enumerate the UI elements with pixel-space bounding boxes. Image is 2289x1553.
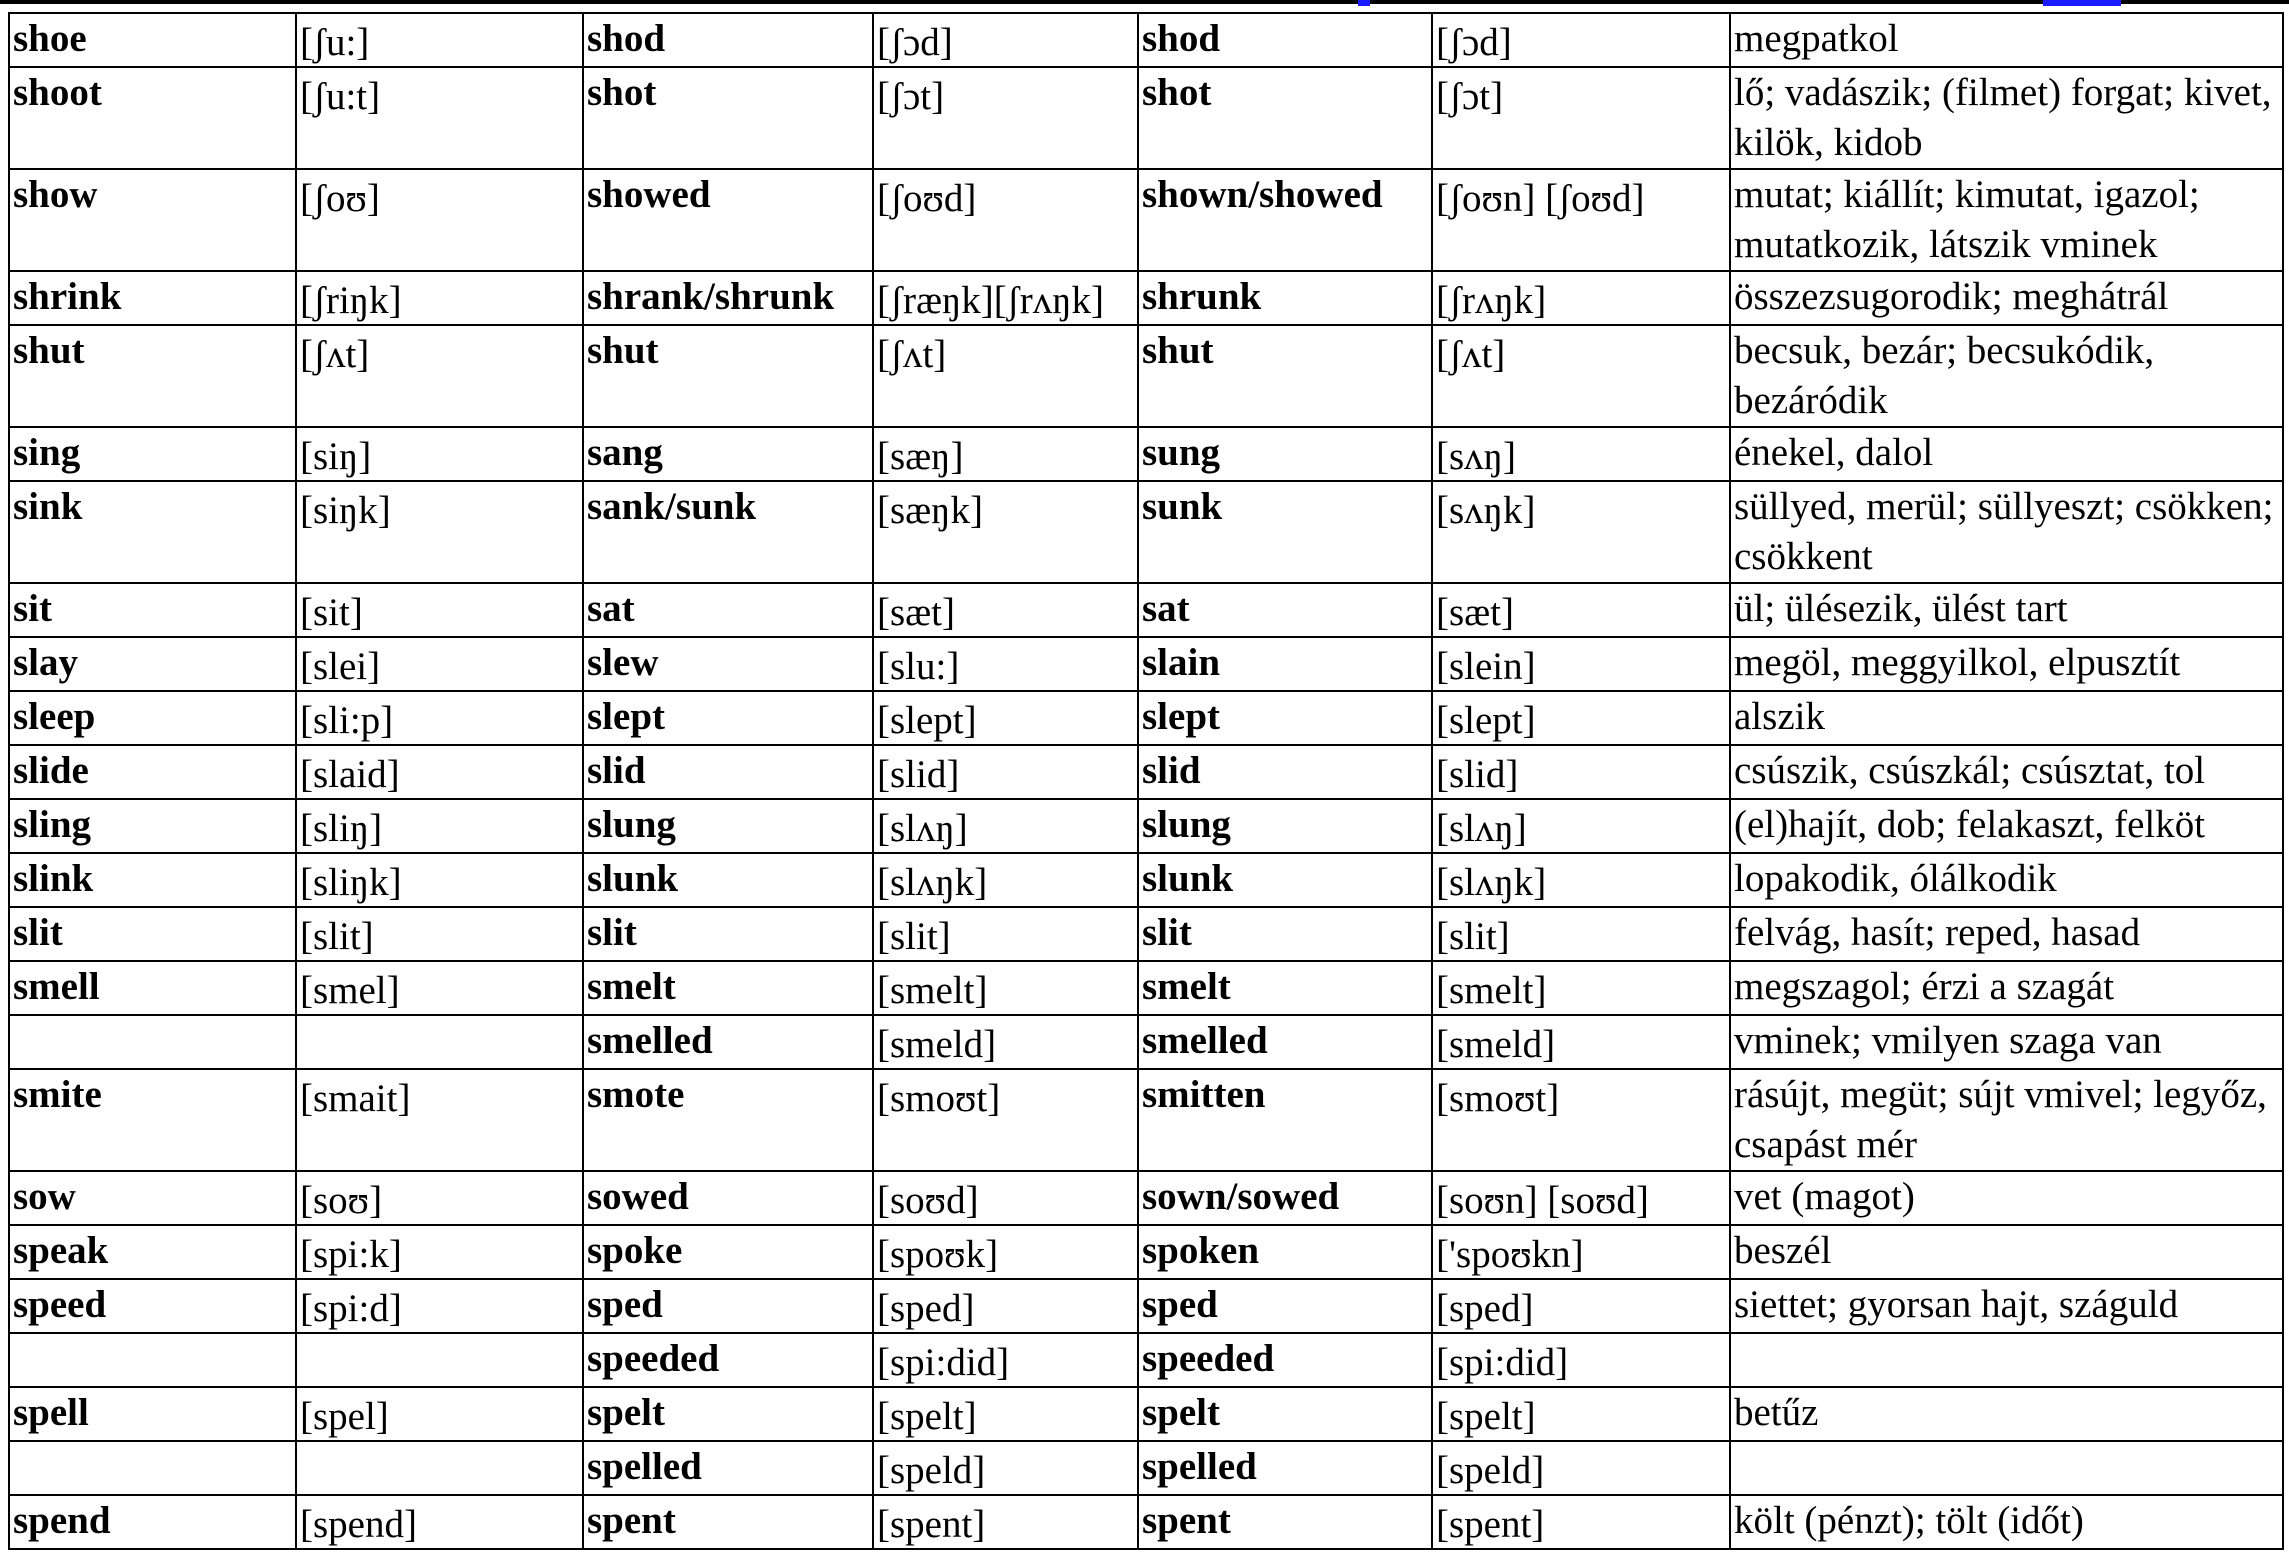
base-form-cell: shut [9, 325, 296, 427]
participle-form-cell: slit [1138, 907, 1432, 961]
past-pronunciation-cell: [sped] [873, 1279, 1138, 1333]
base-pronunciation-cell: [soʊ] [296, 1171, 583, 1225]
participle-pronunciation-cell: [spi:did] [1432, 1333, 1730, 1387]
base-form-cell: slide [9, 745, 296, 799]
table-row [9, 907, 2283, 961]
participle-pronunciation-cell: [slid] [1432, 745, 1730, 799]
table-row [9, 427, 2283, 481]
past-pronunciation-cell: [slid] [873, 745, 1138, 799]
participle-pronunciation-cell: [sʌŋk] [1432, 481, 1730, 583]
base-pronunciation-cell: [siŋk] [296, 481, 583, 583]
irregular-verbs-table [8, 12, 2284, 1550]
past-form-cell: spelled [583, 1441, 873, 1495]
meaning-cell: siettet; gyorsan hajt, száguld [1730, 1279, 2283, 1333]
past-pronunciation-cell: [sæŋk] [873, 481, 1138, 583]
meaning-cell: csúszik, csúszkál; csúsztat, tol [1730, 745, 2283, 799]
base-pronunciation-cell: [ʃoʊ] [296, 169, 583, 271]
meaning-cell: betűz [1730, 1387, 2283, 1441]
table-row [9, 67, 2283, 169]
table-row [9, 481, 2283, 583]
meaning-cell: beszél [1730, 1225, 2283, 1279]
base-form-cell: shrink [9, 271, 296, 325]
meaning-cell: összezsugorodik; meghátrál [1730, 271, 2283, 325]
past-form-cell: sang [583, 427, 873, 481]
past-pronunciation-cell: [ʃɔd] [873, 13, 1138, 67]
base-form-cell: show [9, 169, 296, 271]
base-pronunciation-cell: [sliŋk] [296, 853, 583, 907]
meaning-cell: alszik [1730, 691, 2283, 745]
base-pronunciation-cell: [spel] [296, 1387, 583, 1441]
past-form-cell: showed [583, 169, 873, 271]
base-form-cell: speak [9, 1225, 296, 1279]
base-pronunciation-cell: [ʃu:t] [296, 67, 583, 169]
base-form-cell: sow [9, 1171, 296, 1225]
participle-form-cell: spelt [1138, 1387, 1432, 1441]
meaning-cell: lopakodik, ólálkodik [1730, 853, 2283, 907]
base-form-cell: shoot [9, 67, 296, 169]
participle-pronunciation-cell: [slit] [1432, 907, 1730, 961]
base-pronunciation-cell: [slaid] [296, 745, 583, 799]
table-row [9, 1495, 2283, 1549]
participle-form-cell: slid [1138, 745, 1432, 799]
past-form-cell: sat [583, 583, 873, 637]
base-pronunciation-cell: [smait] [296, 1069, 583, 1171]
base-form-cell: spell [9, 1387, 296, 1441]
meaning-cell: vet (magot) [1730, 1171, 2283, 1225]
participle-form-cell: smitten [1138, 1069, 1432, 1171]
meaning-cell: (el)hajít, dob; felakaszt, felköt [1730, 799, 2283, 853]
table-row [9, 1069, 2283, 1171]
base-form-cell: speed [9, 1279, 296, 1333]
meaning-cell [1730, 1441, 2283, 1495]
irregular-verbs-table-body [9, 13, 2283, 1549]
base-pronunciation-cell: [spi:d] [296, 1279, 583, 1333]
participle-form-cell: speeded [1138, 1333, 1432, 1387]
past-pronunciation-cell: [spelt] [873, 1387, 1138, 1441]
participle-form-cell: shot [1138, 67, 1432, 169]
clipped-heading-fragment [1358, 0, 1370, 6]
past-pronunciation-cell: [sæt] [873, 583, 1138, 637]
base-form-cell [9, 1441, 296, 1495]
past-form-cell: shrank/shrunk [583, 271, 873, 325]
past-pronunciation-cell: [spoʊk] [873, 1225, 1138, 1279]
base-pronunciation-cell: [sliŋ] [296, 799, 583, 853]
table-row [9, 961, 2283, 1015]
base-pronunciation-cell [296, 1015, 583, 1069]
meaning-cell: süllyed, merül; süllyeszt; csökken; csökkent [1730, 481, 2283, 583]
participle-pronunciation-cell: [ʃʌt] [1432, 325, 1730, 427]
participle-pronunciation-cell: [sæt] [1432, 583, 1730, 637]
meaning-cell: rásújt, megüt; sújt vmivel; legyőz, csapást mér [1730, 1069, 2283, 1171]
meaning-cell [1730, 1333, 2283, 1387]
past-form-cell: slunk [583, 853, 873, 907]
base-pronunciation-cell: [ʃriŋk] [296, 271, 583, 325]
participle-pronunciation-cell: [speld] [1432, 1441, 1730, 1495]
meaning-cell: énekel, dalol [1730, 427, 2283, 481]
table-row [9, 691, 2283, 745]
participle-form-cell: shod [1138, 13, 1432, 67]
table-row [9, 583, 2283, 637]
base-pronunciation-cell [296, 1441, 583, 1495]
participle-form-cell: slept [1138, 691, 1432, 745]
meaning-cell: ül; ülésezik, ülést tart [1730, 583, 2283, 637]
participle-form-cell: sown/sowed [1138, 1171, 1432, 1225]
participle-pronunciation-cell: [ʃɔt] [1432, 67, 1730, 169]
participle-pronunciation-cell: [slept] [1432, 691, 1730, 745]
participle-form-cell: slung [1138, 799, 1432, 853]
participle-pronunciation-cell: [soʊn] [soʊd] [1432, 1171, 1730, 1225]
participle-form-cell: smelled [1138, 1015, 1432, 1069]
table-row [9, 169, 2283, 271]
participle-form-cell: spoken [1138, 1225, 1432, 1279]
past-form-cell: sped [583, 1279, 873, 1333]
table-row [9, 1015, 2283, 1069]
past-pronunciation-cell: [smeld] [873, 1015, 1138, 1069]
past-form-cell: smelt [583, 961, 873, 1015]
meaning-cell: megpatkol [1730, 13, 2283, 67]
past-pronunciation-cell: [speld] [873, 1441, 1138, 1495]
base-form-cell: sling [9, 799, 296, 853]
participle-pronunciation-cell: [ʃrʌŋk] [1432, 271, 1730, 325]
participle-form-cell: slunk [1138, 853, 1432, 907]
meaning-cell: felvág, hasít; reped, hasad [1730, 907, 2283, 961]
participle-form-cell: sped [1138, 1279, 1432, 1333]
participle-pronunciation-cell: [slʌŋ] [1432, 799, 1730, 853]
table-row [9, 1279, 2283, 1333]
participle-pronunciation-cell: [smelt] [1432, 961, 1730, 1015]
meaning-cell: megöl, meggyilkol, elpusztít [1730, 637, 2283, 691]
participle-pronunciation-cell: [spelt] [1432, 1387, 1730, 1441]
participle-pronunciation-cell: [slʌŋk] [1432, 853, 1730, 907]
participle-pronunciation-cell: [ʃɔd] [1432, 13, 1730, 67]
past-form-cell: speeded [583, 1333, 873, 1387]
table-row [9, 1225, 2283, 1279]
base-pronunciation-cell: [sli:p] [296, 691, 583, 745]
table-row [9, 637, 2283, 691]
base-form-cell: smell [9, 961, 296, 1015]
meaning-cell: becsuk, bezár; becsukódik, bezáródik [1730, 325, 2283, 427]
base-pronunciation-cell: [spi:k] [296, 1225, 583, 1279]
table-row [9, 745, 2283, 799]
base-form-cell: sleep [9, 691, 296, 745]
past-pronunciation-cell: [slept] [873, 691, 1138, 745]
past-pronunciation-cell: [spent] [873, 1495, 1138, 1549]
past-pronunciation-cell: [sæŋ] [873, 427, 1138, 481]
past-form-cell: smelled [583, 1015, 873, 1069]
participle-pronunciation-cell: [slein] [1432, 637, 1730, 691]
past-form-cell: smote [583, 1069, 873, 1171]
meaning-cell: lő; vadászik; (filmet) forgat; kivet, kilök, kidob [1730, 67, 2283, 169]
participle-pronunciation-cell: [spent] [1432, 1495, 1730, 1549]
participle-pronunciation-cell: [ʃoʊn] [ʃoʊd] [1432, 169, 1730, 271]
base-pronunciation-cell: [sit] [296, 583, 583, 637]
meaning-cell: vminek; vmilyen szaga van [1730, 1015, 2283, 1069]
past-form-cell: shut [583, 325, 873, 427]
participle-pronunciation-cell: [sped] [1432, 1279, 1730, 1333]
past-form-cell: spelt [583, 1387, 873, 1441]
base-pronunciation-cell: [smel] [296, 961, 583, 1015]
clipped-heading-fragment [2043, 0, 2121, 6]
participle-pronunciation-cell: [smeld] [1432, 1015, 1730, 1069]
table-row [9, 1171, 2283, 1225]
participle-form-cell: spent [1138, 1495, 1432, 1549]
participle-form-cell: smelt [1138, 961, 1432, 1015]
participle-form-cell: shrunk [1138, 271, 1432, 325]
base-form-cell: slit [9, 907, 296, 961]
past-pronunciation-cell: [ʃoʊd] [873, 169, 1138, 271]
participle-pronunciation-cell: [sʌŋ] [1432, 427, 1730, 481]
past-form-cell: shod [583, 13, 873, 67]
participle-form-cell: shut [1138, 325, 1432, 427]
past-form-cell: slew [583, 637, 873, 691]
past-pronunciation-cell: [slit] [873, 907, 1138, 961]
base-form-cell: sing [9, 427, 296, 481]
base-form-cell: smite [9, 1069, 296, 1171]
past-form-cell: slid [583, 745, 873, 799]
base-form-cell [9, 1333, 296, 1387]
past-form-cell: spoke [583, 1225, 873, 1279]
base-form-cell: sit [9, 583, 296, 637]
participle-form-cell: sat [1138, 583, 1432, 637]
base-pronunciation-cell: [siŋ] [296, 427, 583, 481]
past-form-cell: sank/sunk [583, 481, 873, 583]
participle-pronunciation-cell: [smoʊt] [1432, 1069, 1730, 1171]
base-form-cell: spend [9, 1495, 296, 1549]
past-form-cell: sowed [583, 1171, 873, 1225]
participle-form-cell: slain [1138, 637, 1432, 691]
base-pronunciation-cell: [spend] [296, 1495, 583, 1549]
table-row [9, 1441, 2283, 1495]
base-pronunciation-cell: [slit] [296, 907, 583, 961]
participle-form-cell: spelled [1138, 1441, 1432, 1495]
base-pronunciation-cell [296, 1333, 583, 1387]
past-pronunciation-cell: [smoʊt] [873, 1069, 1138, 1171]
past-pronunciation-cell: [slʌŋk] [873, 853, 1138, 907]
meaning-cell: mutat; kiállít; kimutat, igazol; mutatkozik, látszik vminek [1730, 169, 2283, 271]
participle-form-cell: sung [1138, 427, 1432, 481]
past-pronunciation-cell: [smelt] [873, 961, 1138, 1015]
base-pronunciation-cell: [slei] [296, 637, 583, 691]
base-form-cell: slink [9, 853, 296, 907]
table-row [9, 1333, 2283, 1387]
past-form-cell: shot [583, 67, 873, 169]
table-row [9, 13, 2283, 67]
past-pronunciation-cell: [soʊd] [873, 1171, 1138, 1225]
past-pronunciation-cell: [ʃʌt] [873, 325, 1138, 427]
table-row [9, 853, 2283, 907]
base-pronunciation-cell: [ʃu:] [296, 13, 583, 67]
past-form-cell: slept [583, 691, 873, 745]
base-form-cell: shoe [9, 13, 296, 67]
table-row [9, 325, 2283, 427]
table-row [9, 799, 2283, 853]
top-border-line [0, 0, 2289, 4]
past-pronunciation-cell: [ʃɔt] [873, 67, 1138, 169]
past-form-cell: slit [583, 907, 873, 961]
participle-form-cell: shown/showed [1138, 169, 1432, 271]
meaning-cell: költ (pénzt); tölt (időt) [1730, 1495, 2283, 1549]
past-form-cell: spent [583, 1495, 873, 1549]
base-pronunciation-cell: [ʃʌt] [296, 325, 583, 427]
base-form-cell: slay [9, 637, 296, 691]
past-pronunciation-cell: [slu:] [873, 637, 1138, 691]
participle-pronunciation-cell: ['spoʊkn] [1432, 1225, 1730, 1279]
base-form-cell: sink [9, 481, 296, 583]
table-row [9, 271, 2283, 325]
past-pronunciation-cell: [slʌŋ] [873, 799, 1138, 853]
base-form-cell [9, 1015, 296, 1069]
past-pronunciation-cell: [ʃræŋk][ʃrʌŋk] [873, 271, 1138, 325]
past-form-cell: slung [583, 799, 873, 853]
meaning-cell: megszagol; érzi a szagát [1730, 961, 2283, 1015]
participle-form-cell: sunk [1138, 481, 1432, 583]
table-row [9, 1387, 2283, 1441]
past-pronunciation-cell: [spi:did] [873, 1333, 1138, 1387]
